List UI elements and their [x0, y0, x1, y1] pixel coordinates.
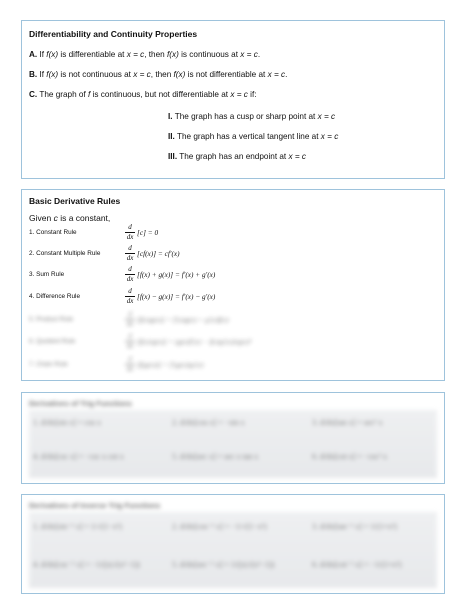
rule-3-name: 3. Sum Rule [29, 271, 65, 278]
condition-i: I. The graph has a cusp or sharp point at x = c [168, 112, 336, 121]
inverse-trig-derivative-2: 2. d/dx[cos⁻¹ x] = −1/√(1−x²) [172, 522, 267, 531]
rule-1-expression: [c] = 0 [137, 228, 159, 237]
inverse-trig-derivative-6: 6. d/dx[cot⁻¹ x] = −1/(1+x²) [312, 560, 402, 569]
rule-1-fraction: d dx [126, 223, 134, 241]
trig-derivative-6: 6. d/dx[cot x] = −csc² x [312, 452, 387, 461]
rule-3-expression: [f(x) + g(x)] = f′(x) + g′(x) [137, 270, 216, 279]
rule-4-expression: [f(x) − g(x)] = f′(x) − g′(x) [137, 292, 216, 301]
inverse-trig-derivative-5: 5. d/dx[sec⁻¹ x] = 1/(|x|√(x²−1)) [172, 560, 275, 569]
rule-4-fraction: d dx [126, 287, 134, 305]
rule-5-expression: [f(x)g(x)] = f′(x)g(x) + g′(x)f(x) [137, 315, 229, 324]
trig-derivative-3: 3. d/dx[tan x] = sec² x [312, 418, 383, 427]
inverse-trig-derivative-3: 3. d/dx[tan⁻¹ x] = 1/(1+x²) [312, 522, 397, 531]
rule-4-name: 4. Difference Rule [29, 293, 81, 300]
condition-ii: II. The graph has a vertical tangent line at x = c [168, 132, 339, 141]
rule-6-fraction: d dx [126, 332, 134, 350]
rule-3-fraction: d dx [126, 265, 134, 283]
rule-6-expression: [f(x)/g(x)] = (g(x)f′(x) − f(x)g′(x))/g(x)² [137, 337, 252, 346]
rule-6-name: 6. Quotient Rule [29, 338, 76, 345]
trig-derivative-4: 4. d/dx[csc x] = −csc x cot x [33, 452, 124, 461]
trig-derivative-2: 2. d/dx[cos x] = −sin x [172, 418, 245, 427]
rule-5-name: 5. Product Rule [29, 316, 74, 323]
property-b: B. If f(x) is not continuous at x = c, then f(x) is not differentiable at x = c. [29, 70, 288, 79]
inverse-trig-derivative-1: 1. d/dx[sin⁻¹ x] = 1/√(1−x²) [33, 522, 122, 531]
property-a: A. If f(x) is differentiable at x = c, then f(x) is continuous at x = c. [29, 50, 261, 59]
condition-iii: III. The graph has an endpoint at x = c [168, 152, 307, 161]
property-c: C. The graph of f is continuous, but not differentiable at x = c if: [29, 90, 257, 99]
inverse-trig-derivative-4: 4. d/dx[csc⁻¹ x] = −1/(|x|√(x²−1)) [33, 560, 140, 569]
derivative-rules-title: Basic Derivative Rules [29, 196, 121, 206]
rule-2-name: 2. Constant Multiple Rule [29, 250, 101, 257]
rule-7-name: 7. Chain Rule [29, 361, 68, 368]
trig-derivative-5: 5. d/dx[sec x] = sec x tan x [172, 452, 259, 461]
rule-2-fraction: d dx [126, 244, 134, 262]
given-constant: Given c is a constant, [29, 213, 111, 223]
rule-1-name: 1. Constant Rule [29, 229, 77, 236]
rule-7-expression: [f(g(x))] = f′(g(x))g′(x) [137, 360, 204, 369]
rule-2-expression: [cf(x)] = cf′(x) [137, 249, 180, 258]
rule-5-fraction: d dx [126, 310, 134, 328]
differentiability-title: Differentiability and Continuity Properties [29, 29, 198, 39]
trig-derivative-1: 1. d/dx[sin x] = cos x [33, 418, 102, 427]
trig-derivatives-title: Derivatives of Trig Functions [29, 399, 132, 408]
rule-7-fraction: d dx [126, 355, 134, 373]
inverse-trig-derivatives-title: Derivatives of Inverse Trig Functions [29, 501, 161, 510]
